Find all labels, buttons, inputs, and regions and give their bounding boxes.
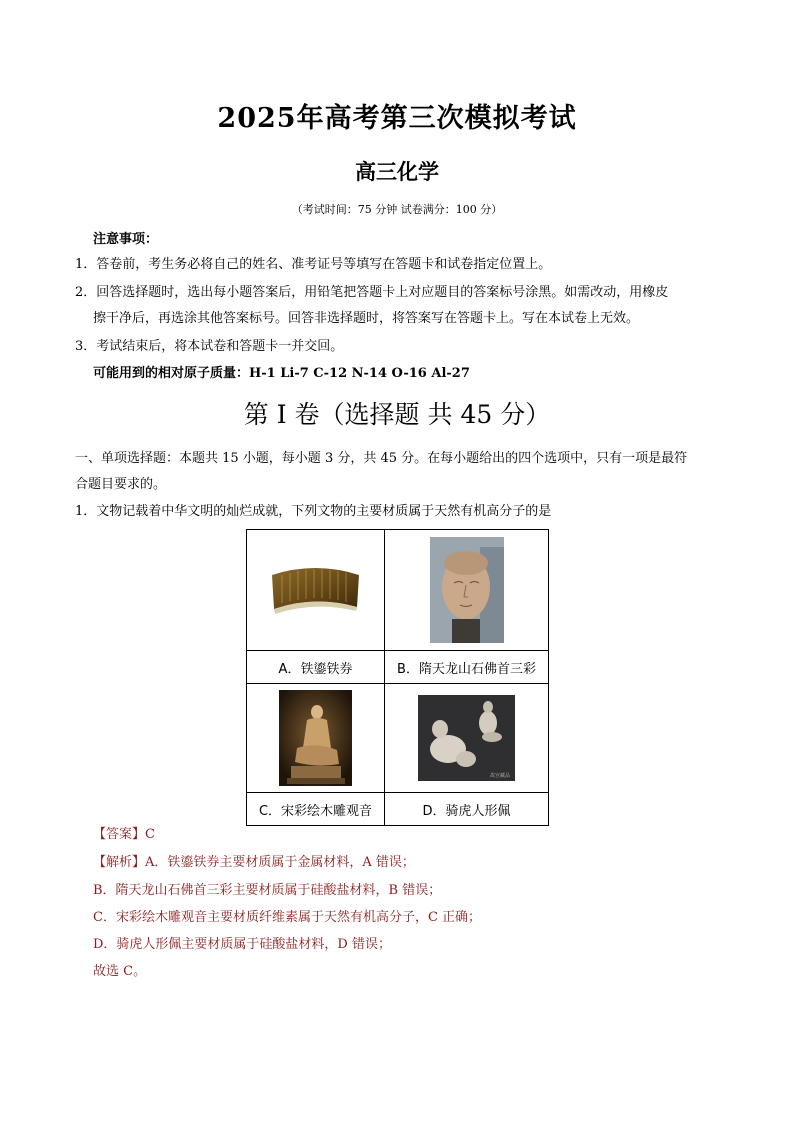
analysis-line-3: C．宋彩绘木雕观音主要材质纤维素属于天然有机高分子，C 正确； (93, 910, 482, 925)
option-a-label: A．铁鎏铁券 (247, 651, 385, 684)
analysis-conclusion: 故选 C。 (93, 964, 147, 979)
analysis-line-2: B．隋天龙山石佛首三彩主要材质属于硅酸盐材料，B 错误； (93, 883, 442, 898)
option-d-label: D．骑虎人形佩 (385, 793, 549, 826)
notice-item-1: 1．答卷前，考生务必将自己的姓名、准考证号等填写在答题卡和试卷指定位置上。 (75, 257, 552, 272)
option-a-image-cell (247, 530, 385, 651)
option-b-image-cell (385, 530, 549, 651)
option-c-label: C．宋彩绘木雕观音 (247, 793, 385, 826)
options-table (246, 529, 549, 826)
section-title: 第 I 卷（选择题 共 45 分） (243, 400, 551, 429)
atomic-masses: 可能用到的相对原子质量：H-1 Li-7 C-12 N-14 O-16 Al-27 (93, 366, 470, 381)
jade-tiger-rider-pendant-image (418, 695, 515, 781)
option-c-image-cell (247, 684, 385, 793)
iron-certificate-image (268, 559, 363, 621)
option-d-image-cell (385, 684, 549, 793)
exam-info: （考试时间：75 分钟 试卷满分：100 分） (291, 203, 503, 216)
section-instruction-1: 一、单项选择题：本题共 15 小题，每小题 3 分，共 45 分。在每小题给出的四个选项中，只有一项是最符 (75, 451, 688, 466)
wooden-guanyin-image (279, 690, 352, 786)
option-b-label: B．隋天龙山石佛首三彩 (385, 651, 549, 684)
notice-item-2-cont: 擦干净后，再选涂其他答案标号。回答非选择题时，将答案写在答题卡上。写在本试卷上无效。 (93, 311, 640, 326)
notice-item-3: 3．考试结束后，将本试卷和答题卡一并交回。 (75, 339, 344, 354)
analysis-line-1: 【解析】A．铁鎏铁券主要材质属于金属材料，A 错误； (93, 855, 415, 870)
exam-title: 2025年高考第三次模拟考试 (217, 103, 577, 134)
museum-watermark: 故宫藏品 (490, 773, 511, 779)
question-1-stem: 1．文物记载着中华文明的灿烂成就，下列文物的主要材质属于天然有机高分子的是 (75, 504, 552, 519)
exam-subject: 高三化学 (355, 159, 439, 184)
analysis-line-4: D．骑虎人形佩主要材质属于硅酸盐材料，D 错误； (93, 937, 391, 952)
section-instruction-2: 合题目要求的。 (75, 477, 167, 492)
stone-buddha-head-image (430, 537, 504, 643)
notice-item-2: 2．回答选择题时，选出每小题答案后，用铅笔把答题卡上对应题目的答案标号涂黑。如需改动，用橡皮 (75, 285, 669, 300)
answer: 【答案】C (93, 827, 155, 842)
notice-heading: 注意事项： (93, 232, 159, 247)
